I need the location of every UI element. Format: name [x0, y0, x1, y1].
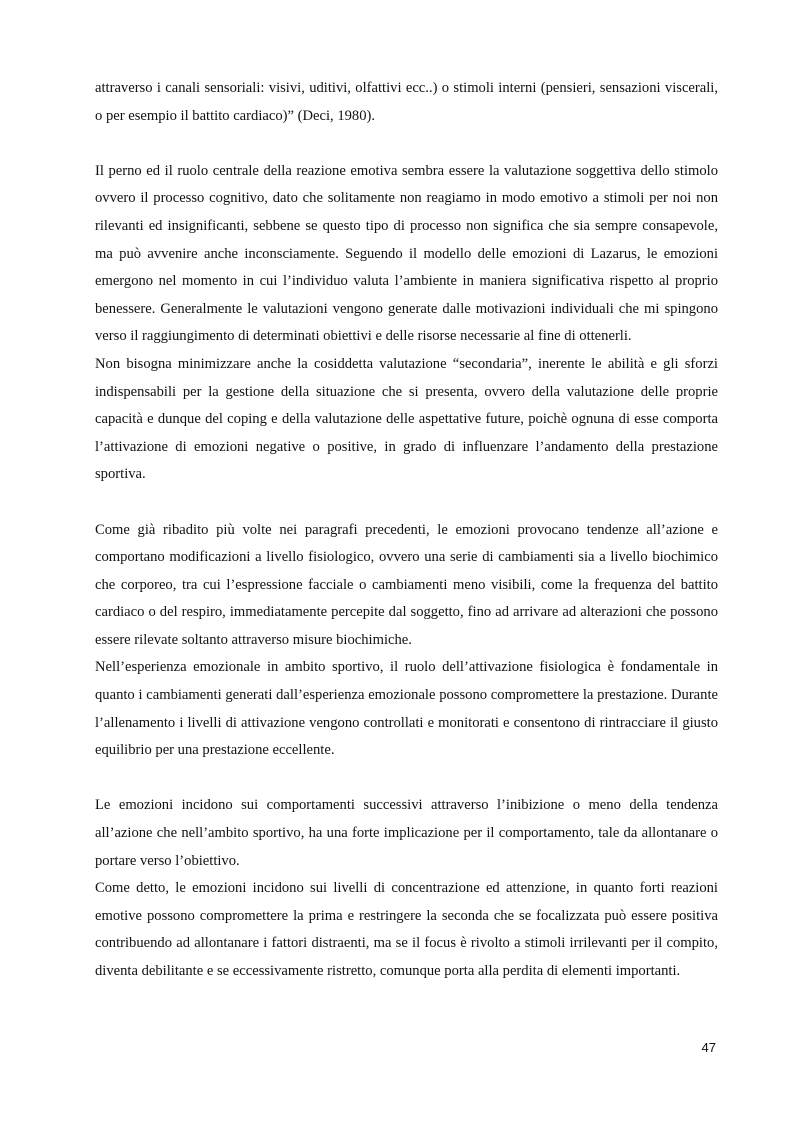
paragraph-5: Nell’esperienza emozionale in ambito sportivo, il ruolo dell’attivazione fisiologica è fondamentale in quanto i cambiamenti generati dall’esperienza emozionale possono compromettere la prestazione. Durante l’allenamento i livelli di attivazione vengono controllati e monitorati e consentono di rintracciare il giusto equilibrio per una prestazione eccellente. — [95, 659, 718, 759]
page-number: 47 — [701, 1040, 716, 1055]
paragraph-3: Non bisogna minimizzare anche la cosiddetta valutazione “secondaria”, inerente le abilità e gli sforzi indispensabili per la gestione della situazione che si presenta, ovvero della valutazione delle proprie capacità e dunque del coping e della valutazione delle aspettative future, poichè ognuna di esse comporta l’attivazione di emozioni negative o positive, in grado di influenzare l’andamento della prestazione sportiva. — [95, 355, 718, 483]
paragraph-4: Come già ribadito più volte nei paragrafi precedenti, le emozioni provocano tendenze all’azione e comportano modificazioni a livello fisiologico, ovvero una serie di cambiamenti sia a livello biochimico che corporeo, tra cui l’espressione facciale o cambiamenti meno visibili, come la frequenza del battito cardiaco o del respiro, immediatamente percepite dal soggetto, fino ad arrivare ad alterazioni che possono essere rilevate soltanto attraverso misure biochimiche. — [95, 521, 718, 648]
paragraph-1: attraverso i canali sensoriali: visivi, uditivi, olfattivi ecc..) o stimoli interni (pensieri, sensazioni viscerali, o per esempio il battito cardiaco)” (Deci, 1980). — [95, 80, 718, 124]
body-text — [95, 75, 718, 986]
paragraph-2: Il perno ed il ruolo centrale della reazione emotiva sembra essere la valutazione soggettiva dello stimolo ovvero il processo cognitivo, dato che solitamente non reagiamo in modo emotivo a stimoli per noi non rilevanti ed insignificanti, sebbene se questo tipo di processo non significa che sia sempre consapevole, ma può avvenire anche inconsciamente. Seguendo il modello delle emozioni di Lazarus, le emozioni emergono nel momento in cui l’individuo valuta l’ambiente in maniera significativa rispetto al proprio benessere. Generalmente le valutazioni vengono generate dalle motivazioni individuali che mi spingono verso il raggiungimento di determinati obiettivi e delle risorse necessarie al fine di ottenerli. — [95, 162, 718, 345]
paragraph-6: Le emozioni incidono sui comportamenti successivi attraverso l’inibizione o meno della tendenza all’azione che nell’ambito sportivo, ha una forte implicazione per il comportamento, tale da allontanare o portare verso l’obiettivo. — [95, 797, 718, 869]
paragraph-7: Come detto, le emozioni incidono sui livelli di concentrazione ed attenzione, in quanto forti reazioni emotive possono compromettere la prima e restringere la seconda che se focalizzata può essere positiva contribuendo ad allontanare i fattori distraenti, ma se il focus è rivolto a stimoli irrilevanti per il compito, diventa debilitante e se eccessivamente ristretto, comunque porta alla perdita di elementi importanti. — [95, 880, 718, 979]
paragraph-gap — [95, 765, 718, 793]
paragraph-gap — [95, 130, 718, 158]
paragraph-gap — [95, 489, 718, 517]
